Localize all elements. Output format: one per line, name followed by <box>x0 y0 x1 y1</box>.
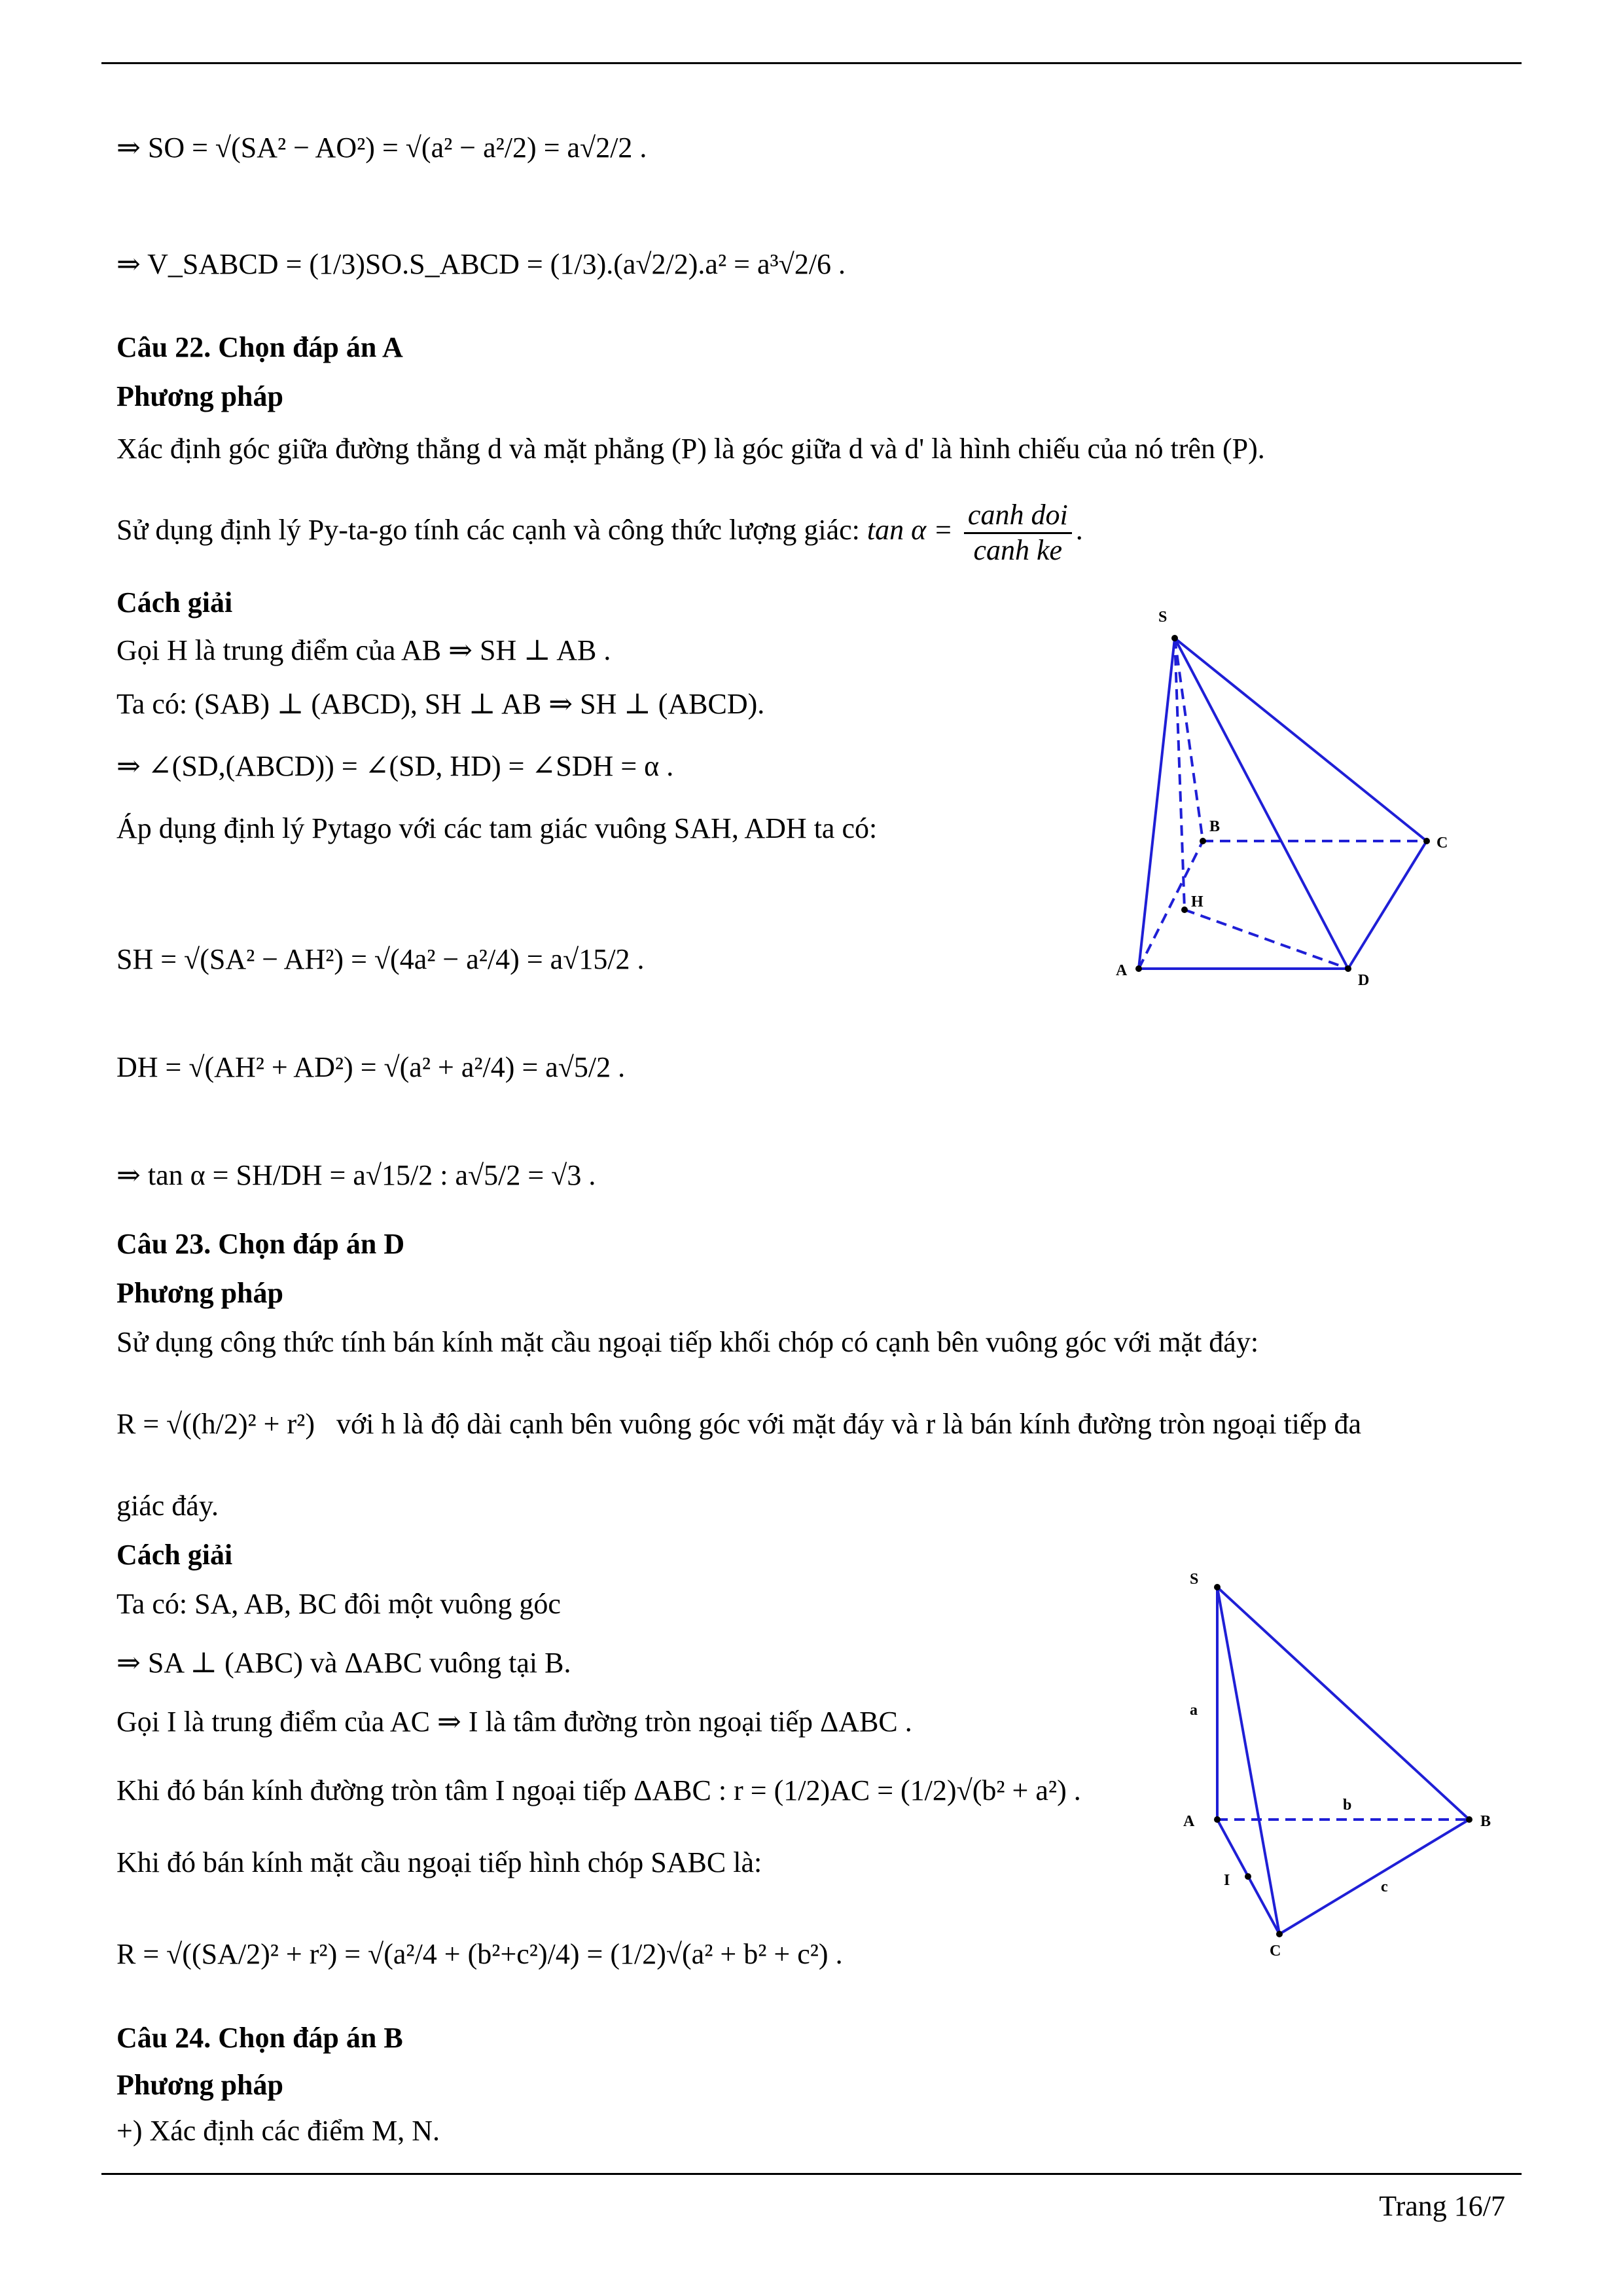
q22-step-1: Gọi H là trung điểm của AB ⇒ SH ⊥ AB . <box>116 634 611 666</box>
label-s: S <box>1158 609 1168 626</box>
q23-step-2: ⇒ SA ⊥ (ABC) và ΔABC vuông tại B. <box>116 1647 571 1679</box>
edge-hd-dashed <box>1185 910 1348 969</box>
q23-step-5: Khi đó bán kính mặt cầu ngoại tiếp hình chóp SABC là: <box>116 1846 762 1878</box>
label-c-edge: c <box>1381 1878 1388 1895</box>
pyramid-sabcd-figure <box>1086 602 1479 995</box>
edge-sc <box>1175 638 1427 841</box>
label-c: C <box>1270 1943 1281 1960</box>
q22-step-2: Ta có: (SAB) ⊥ (ABCD), SH ⊥ AB ⇒ SH ⊥ (ABCD). <box>116 688 765 720</box>
footer-rule <box>101 2173 1522 2175</box>
label-i: I <box>1224 1872 1230 1889</box>
edge-sb-dashed <box>1175 638 1203 841</box>
edge-dc <box>1348 841 1427 969</box>
q23-step-1: Ta có: SA, AB, BC đôi một vuông góc <box>116 1588 561 1620</box>
label-b: B <box>1480 1813 1491 1830</box>
r-final-formula: R = √((SA/2)² + r²) = √(a²/4 + (b²+c²)/4) = (1/2)√(a² + b² + c²) . <box>116 1938 843 1970</box>
sh-formula: SH = √(SA² − AH²) = √(4a² − a²/4) = a√15/2 . <box>116 943 645 975</box>
q22-step-3: ⇒ ∠(SD,(ABCD)) = ∠(SD, HD) = ∠SDH = α . <box>116 750 674 782</box>
q22-step-4: Áp dụng định lý Pytago với các tam giác vuông SAH, ADH ta có: <box>116 812 878 844</box>
q22-heading: Câu 22. Chọn đáp án A <box>116 331 403 363</box>
dh-formula: DH = √(AH² + AD²) = √(a² + a²/4) = a√5/2 . <box>116 1051 626 1083</box>
tetrahedron-sabc-figure <box>1171 1564 1512 1970</box>
label-b-edge: b <box>1343 1797 1352 1814</box>
tan-formula: ⇒ tan α = SH/DH = a√15/2 : a√5/2 = √3 . <box>116 1159 596 1191</box>
q24-method-title: Phương pháp <box>116 2069 283 2101</box>
label-a: A <box>1183 1813 1195 1830</box>
label-d: D <box>1358 972 1370 989</box>
q23-heading: Câu 23. Chọn đáp án D <box>116 1228 405 1260</box>
q23-method-title: Phương pháp <box>116 1277 283 1309</box>
q23-method-3: giác đáy. <box>116 1490 219 1522</box>
q24-heading: Câu 24. Chọn đáp án B <box>116 2022 403 2054</box>
q24-method-1: +) Xác định các điểm M, N. <box>116 2115 440 2147</box>
edge-sa <box>1139 638 1175 969</box>
q22-method-2: Sử dụng định lý Py-ta-go tính các cạnh và công thức lượng giác: tan α = $\frac{\text{canh doi}}{\text{canh ke}}$ . <box>116 499 1083 566</box>
r-formula: R = √((h/2)² + r²) <box>116 1408 315 1440</box>
q23-solution-title: Cách giải <box>116 1539 233 1571</box>
page-number: Trang 16/7 <box>1379 2190 1505 2222</box>
volume-formula: ⇒ V_SABCD = (1/3)SO.S_ABCD = (1/3).(a√2/2).a² = a³√2/6 . <box>116 248 846 280</box>
q23-step-3: Gọi I là trung điểm của AC ⇒ I là tâm đường tròn ngoại tiếp ΔABC . <box>116 1706 912 1738</box>
label-c: C <box>1436 834 1448 852</box>
edge-bc <box>1279 1820 1469 1934</box>
q23-method-2: R = √((h/2)² + r²) với h là độ dài cạnh bên vuông góc với mặt đáy và r là bán kính đường tròn ngoại tiếp đa <box>116 1408 1362 1440</box>
q22-method-1: Xác định góc giữa đường thẳng d và mặt phẳng (P) là góc giữa d và d' là hình chiếu của nó trên (P). <box>116 433 1265 465</box>
label-a: A <box>1116 962 1128 979</box>
header-rule <box>101 62 1522 64</box>
q22-method-title: Phương pháp <box>116 380 283 412</box>
tan-fraction: $\frac{\text{canh doi}}{\text{canh ke}}$ <box>964 499 1072 567</box>
edge-sb <box>1217 1587 1469 1820</box>
label-h: H <box>1191 893 1204 910</box>
q23-step-4: Khi đó bán kính đường tròn tâm I ngoại tiếp ΔABC : r = (1/2)AC = (1/2)√(b² + a²) . <box>116 1774 1081 1806</box>
q22-solution-title: Cách giải <box>116 586 233 619</box>
tan-lhs: tan α = <box>866 514 953 547</box>
label-s: S <box>1190 1571 1199 1588</box>
edge-sd <box>1175 638 1348 969</box>
so-formula: ⇒ SO = √(SA² − AO²) = √(a² − a²/2) = a√2/2 . <box>116 132 647 164</box>
label-b: B <box>1209 818 1221 835</box>
label-a-edge: a <box>1190 1702 1198 1719</box>
q23-method-1: Sử dụng công thức tính bán kính mặt cầu ngoại tiếp khối chóp có cạnh bên vuông góc với mặt đáy: <box>116 1326 1259 1358</box>
